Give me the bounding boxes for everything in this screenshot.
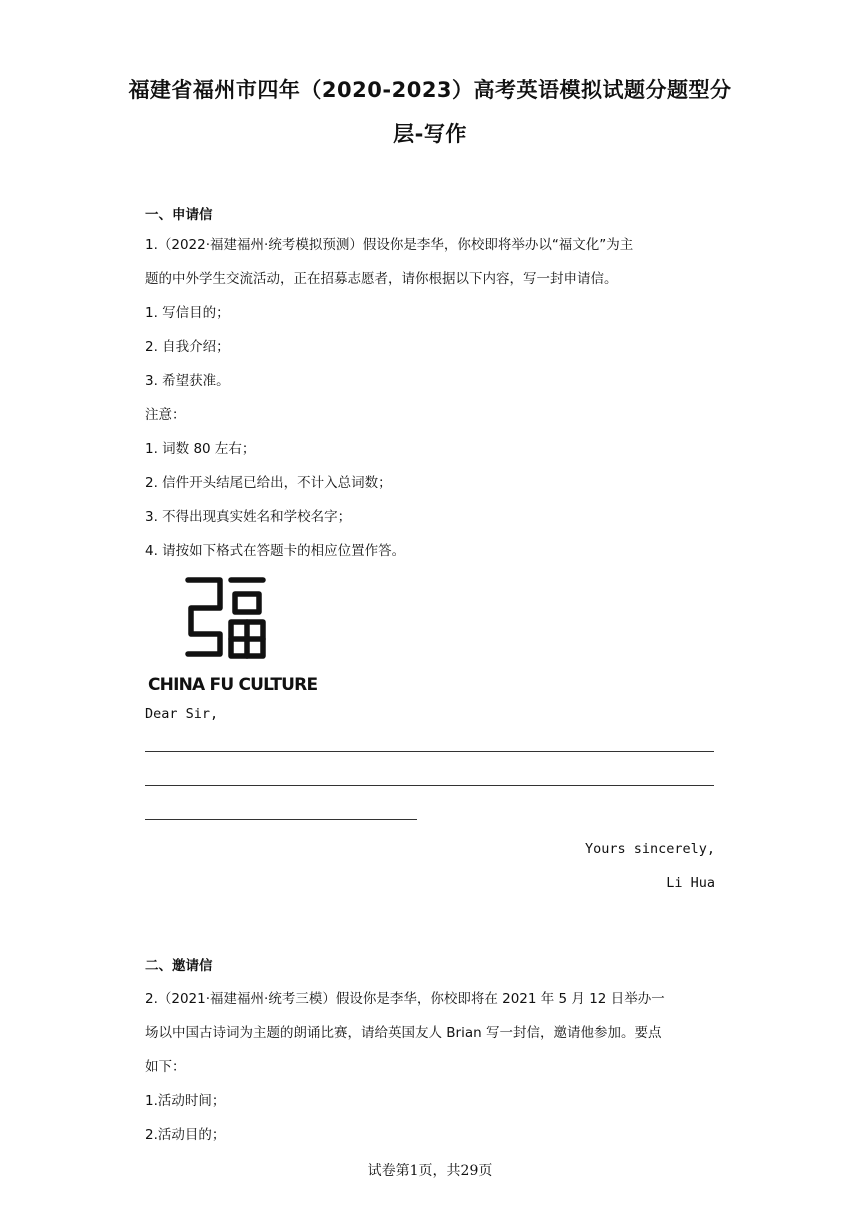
note-3: 3. 不得出现真实姓名和学校名字； xyxy=(145,509,352,525)
question-2-text-line-1: 2.（2021·福建福州·统考三模）假设你是李华，你校即将在 2021 年 5 月 12 日举办一 xyxy=(145,991,665,1007)
question-1-point-1: 1. 写信目的； xyxy=(145,305,230,321)
question-2-text-line-2: 场以中国古诗词为主题的朗诵比赛，请给英国友人 Brian 写一封信，邀请他参加。要点 xyxy=(145,1025,662,1041)
question-1-text-line-1: 1.（2022·福建福州·统考模拟预测）假设你是李华，你校即将举办以“福文化”为主 xyxy=(145,237,634,253)
page-footer: 试卷第1页，共29页 xyxy=(367,1163,493,1179)
section-heading-application-letter: 一、申请信 xyxy=(145,207,213,223)
note-label: 注意： xyxy=(145,407,186,423)
fu-character-icon xyxy=(145,570,320,670)
question-1-point-2: 2. 自我介绍； xyxy=(145,339,230,355)
document-title-line-1: 福建省福州市四年（2020-2023）高考英语模拟试题分题型分 xyxy=(128,78,732,102)
question-1-text-line-2: 题的中外学生交流活动，正在招募志愿者，请你根据以下内容，写一封申请信。 xyxy=(145,271,618,287)
note-2: 2. 信件开头结尾已给出，不计入总词数； xyxy=(145,475,392,491)
answer-line-3[interactable] xyxy=(145,819,417,820)
note-1: 1. 词数 80 左右； xyxy=(145,441,256,457)
note-4: 4. 请按如下格式在答题卡的相应位置作答。 xyxy=(145,543,406,559)
logo-caption: CHINA FU CULTURE xyxy=(148,675,318,695)
question-2-text-line-3: 如下： xyxy=(145,1059,186,1075)
letter-closing: Yours sincerely, xyxy=(584,841,715,857)
section-heading-invitation-letter: 二、邀请信 xyxy=(145,958,213,974)
question-2-point-1: 1.活动时间； xyxy=(145,1093,226,1109)
letter-signature: Li Hua xyxy=(666,875,715,891)
answer-line-2[interactable] xyxy=(145,785,714,786)
question-1-point-3: 3. 希望获准。 xyxy=(145,373,230,389)
letter-salutation: Dear Sir, xyxy=(145,706,219,722)
document-title-line-2: 层-写作 xyxy=(393,122,467,146)
question-2-point-2: 2.活动目的； xyxy=(145,1127,226,1143)
answer-line-1[interactable] xyxy=(145,751,714,752)
